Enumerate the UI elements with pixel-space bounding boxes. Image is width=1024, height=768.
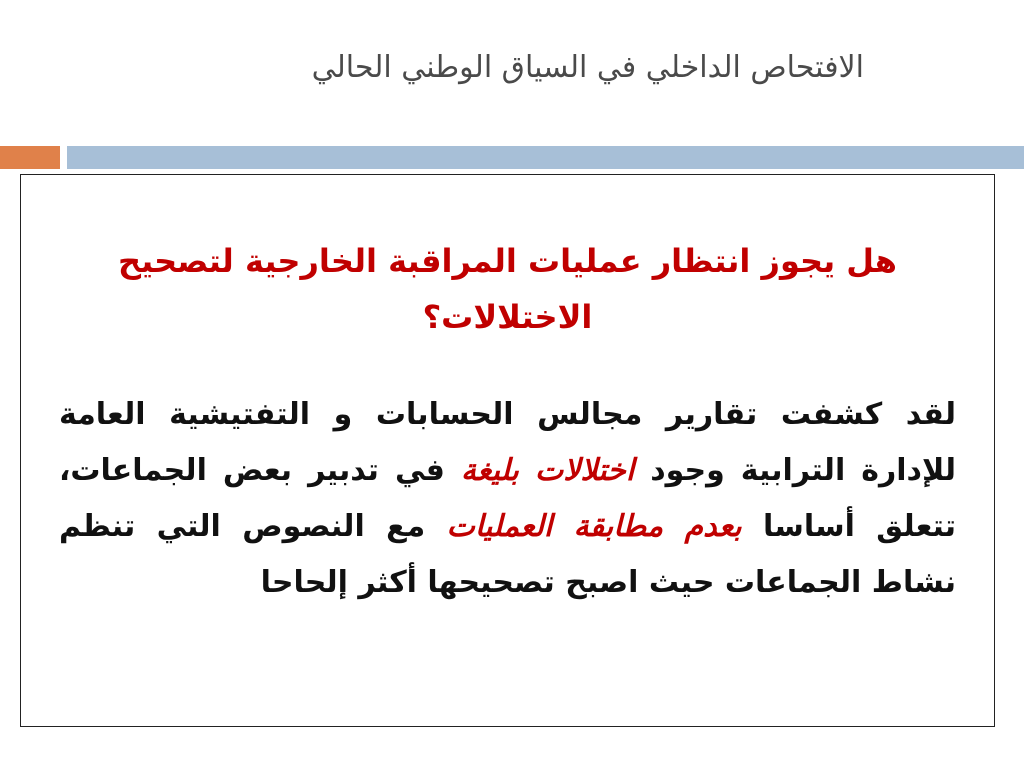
accent-bar-orange: [0, 146, 60, 169]
slide-title: الافتحاص الداخلي في السياق الوطني الحالي: [311, 50, 864, 85]
paragraph-part-2: في تدبير بعض الجماعات، تتعلق أساسا: [59, 453, 957, 544]
content-box: [20, 174, 995, 727]
question-heading: هل يجوز انتظار عمليات المراقبة الخارجية لتصحيح الاختلالات؟: [118, 242, 897, 336]
emphasis-severe-imbalances: اختلالات بليغة: [461, 453, 635, 488]
emphasis-non-conformity: بعدم مطابقة العمليات: [446, 509, 742, 544]
accent-bar-blue: [67, 146, 1024, 169]
paragraph-part-3: مع النصوص التي تنظم نشاط الجماعات حيث اصبح تصحيحها أكثر إلحاحا: [59, 509, 956, 600]
paragraph-part-1: لقد كشفت تقارير مجالس الحسابات و التفتيشية العامة للإدارة الترابية وجود: [59, 397, 956, 488]
body-paragraph: [59, 387, 956, 611]
